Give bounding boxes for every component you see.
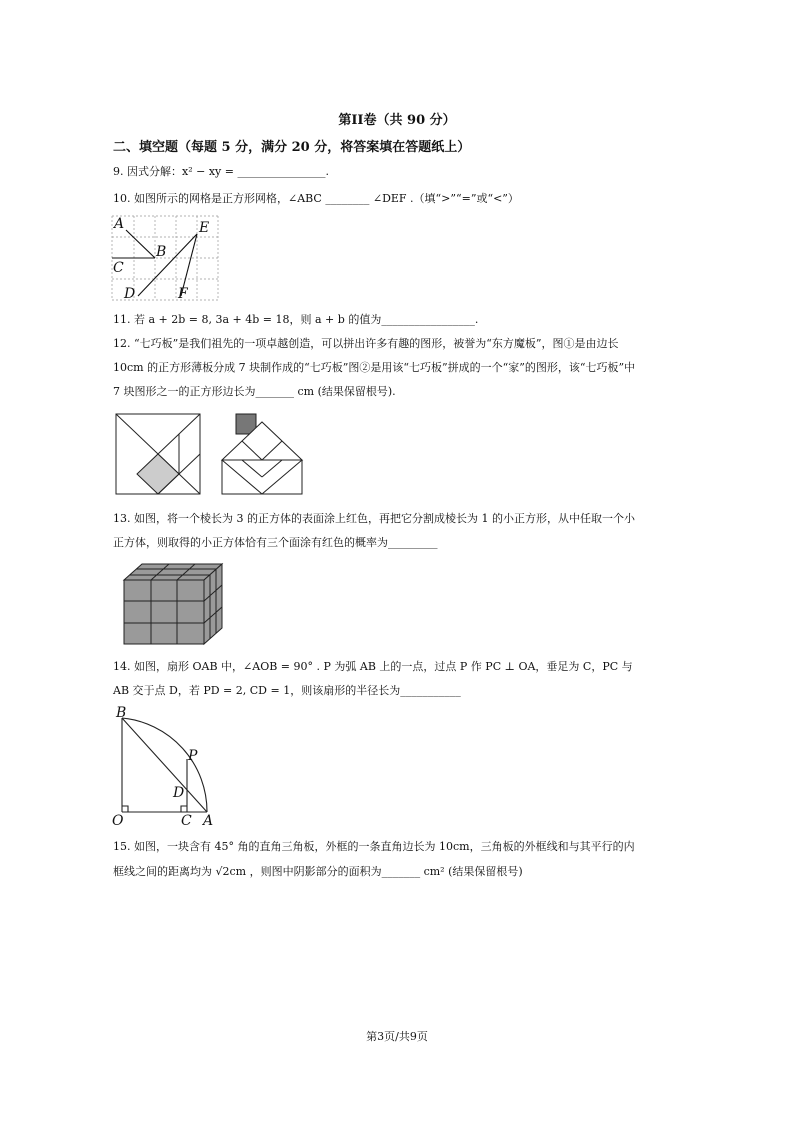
question-10: 10. 如图所示的网格是正方形网格，∠ABC ________ ∠DEF .（填“>”“=”或“<”） — [113, 192, 519, 205]
label-D: D — [124, 286, 136, 302]
tangram-square-figure — [114, 412, 202, 496]
tangram-house-figure — [212, 412, 312, 496]
question-12-line-1: 12. “七巧板”是我们祖先的一项卓越创造，可以拼出许多有趣的图形，被誉为“东方魔板”，图①是由边长 — [113, 337, 619, 350]
question-13-line-1: 13. 如图，将一个棱长为 3 的正方体的表面涂上红色，再把它分割成棱长为 1 的小正方形，从中任取一个小 — [113, 512, 635, 525]
label-P: P — [188, 748, 198, 764]
question-12-line-3: 7 块图形之一的正方形边长为_______ cm (结果保留根号). — [113, 385, 396, 398]
question-11: 11. 若 a + 2b = 8, 3a + 4b = 18，则 a + b 的值为_________________. — [113, 313, 479, 326]
label-A: A — [203, 813, 214, 828]
label-B: B — [156, 244, 167, 260]
cube-figure — [120, 562, 230, 650]
label-A: A — [114, 216, 125, 232]
page-footer: 第3页/共9页 — [366, 1030, 428, 1043]
question-14-line-2: AB 交于点 D，若 PD = 2, CD = 1，则该扇形的半径长为___________ — [113, 684, 461, 697]
page-title: 第II卷（共 90 分） — [338, 113, 456, 128]
question-14-line-1: 14. 如图，扇形 OAB 中，∠AOB = 90° . P 为弧 AB 上的一点，过点 P 作 PC ⊥ OA，垂足为 C，PC 与 — [113, 660, 633, 673]
label-F: F — [178, 286, 188, 302]
label-D: D — [173, 785, 185, 801]
sector-figure — [110, 704, 230, 828]
question-9: 9. 因式分解：x² − xy = ________________. — [113, 165, 329, 178]
question-15-line-1: 15. 如图，一块含有 45° 角的直角三角板，外框的一条直角边长为 10cm，三角板的外框线和与其平行的内 — [113, 840, 635, 853]
q10-grid-figure — [110, 214, 222, 302]
label-C: C — [113, 260, 124, 276]
question-12-line-2: 10cm 的正方形薄板分成 7 块制作成的“七巧板”图②是用该“七巧板”拼成的一个“家”的图形，该“七巧板”中 — [113, 361, 636, 374]
question-15-line-2: 框线之间的距离均为 √2cm ，则图中阴影部分的面积为_______ cm² (结果保留根号) — [113, 865, 523, 878]
question-13-line-2: 正方体，则取得的小正方体恰有三个面涂有红色的概率为_________ — [113, 536, 438, 549]
label-O: O — [112, 813, 124, 828]
label-C: C — [181, 813, 192, 828]
section-heading: 二、填空题（每题 5 分，满分 20 分，将答案填在答题纸上） — [113, 140, 471, 155]
label-E: E — [199, 220, 210, 236]
label-B: B — [116, 705, 127, 721]
